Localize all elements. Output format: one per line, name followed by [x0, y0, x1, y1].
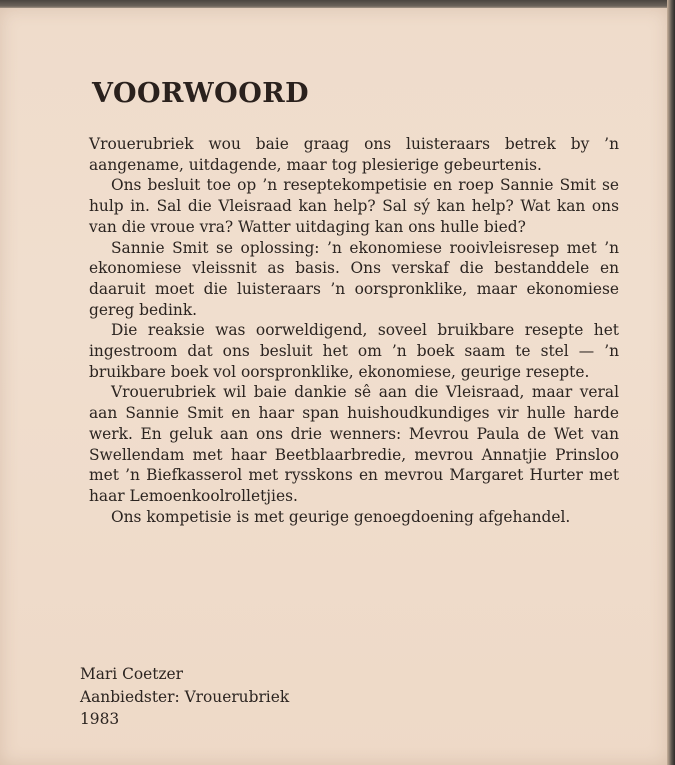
- page-title: VOORWOORD: [92, 78, 310, 109]
- paragraph-2: Ons besluit toe op ’n reseptekompetisie en roep Sannie Smit se hulp in. Sal die Vleisraad kan help? Sal sý kan help? Wat kan ons van die vroue vra? Watter uitdaging kan ons hulle bied?: [89, 176, 619, 236]
- foreword-body: [89, 134, 619, 527]
- paragraph-5: Vrouerubriek wil baie dankie sê aan die Vleisraad, maar veral aan Sannie Smit en haar span huishoudkundiges vir hulle harde werk. En geluk aan ons drie wenners: Mevrou Paula de Wet van Swellendam met haar Beetblaarbredie, mevrou Annatjie Prinsloo met ’n Biefkasserol met rysskons en mevrou Margaret Hurter met haar Lemoenkoolrolletjies.: [89, 383, 619, 505]
- paragraph-1: Vrouerubriek wou baie graag ons luisteraars betrek by ’n aangename, uitdagende, maar tog plesierige gebeurtenis.: [89, 135, 619, 174]
- signature-year: 1983: [80, 710, 120, 728]
- page-right-edge: [667, 0, 675, 765]
- signature-block: [80, 663, 289, 731]
- signature-role: Aanbiedster: Vrouerubriek: [80, 687, 290, 706]
- paragraph-4: Die reaksie was oorweldigend, soveel bruikbare resepte het ingestroom dat ons besluit het om ’n boek saam te stel — ’n bruikbare boek vol oorspronklike, ekonomiese, geurige resepte.: [89, 321, 619, 381]
- signature-name: Mari Coetzer: [80, 665, 184, 683]
- book-page: [0, 8, 668, 765]
- paragraph-6: Ons kompetisie is met geurige genoegdoening afgehandel.: [111, 507, 571, 526]
- paragraph-3: Sannie Smit se oplossing: ’n ekonomiese rooivleisresep met ’n ekonomiese vleissnit as basis. Ons verskaf die bestanddele en daaruit moet die luisteraars ’n oorspronklike, maar ekonomiese gereg bedink.: [89, 238, 619, 319]
